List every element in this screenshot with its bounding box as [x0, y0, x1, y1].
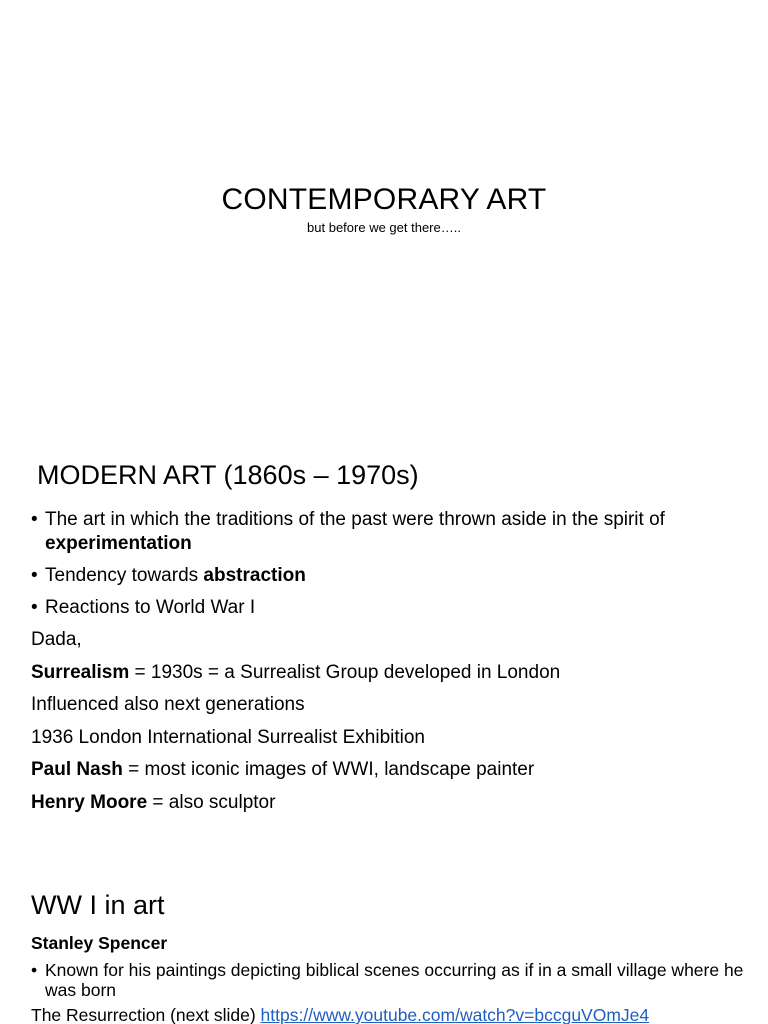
- line-bold-term: Henry Moore: [31, 791, 148, 813]
- bullet-text: Tendency towards: [45, 565, 204, 586]
- resurrection-text: The Resurrection (next slide): [31, 1005, 261, 1024]
- slide-title-heading: CONTEMPORARY ART: [221, 183, 547, 216]
- slide-ww1-in-art: [0, 864, 768, 1024]
- bullet-text: The art in which the traditions of the past were thrown aside in the spirit of: [45, 509, 665, 530]
- modern-art-content: [31, 508, 721, 823]
- ww1-heading: WW I in art: [31, 890, 165, 920]
- artist-name: Stanley Spencer: [31, 933, 168, 953]
- bullet-dot: •: [31, 565, 38, 586]
- text-line: [31, 726, 721, 750]
- bullet-dot: •: [31, 509, 38, 530]
- line-text: = most iconic images of WWI, landscape painter: [122, 759, 535, 780]
- bullet-item: [31, 508, 721, 556]
- line-text: Influenced also next generations: [31, 694, 305, 715]
- bullet-dot: •: [31, 597, 38, 618]
- bullet-text: Reactions to World War I: [45, 597, 256, 618]
- slide-modern-art: [0, 432, 768, 864]
- line-text: = 1930s = a Surrealist Group developed in London: [129, 661, 561, 683]
- resurrection-line: [31, 1004, 751, 1024]
- bullet-item: [31, 960, 751, 1000]
- line-text: 1936 London International Surrealist Exhibition: [31, 726, 425, 748]
- ww1-content: [31, 932, 751, 1024]
- line-text: Dada,: [31, 629, 82, 650]
- resurrection-video-link[interactable]: https://www.youtube.com/watch?v=bccguVOmJe4: [260, 1005, 650, 1024]
- bullet-item: [31, 596, 721, 620]
- modern-art-heading: MODERN ART (1860s – 1970s): [37, 460, 419, 490]
- line-text: = also sculptor: [147, 791, 276, 813]
- text-line: [31, 628, 721, 652]
- bullet-bold-term: experimentation: [45, 533, 192, 554]
- text-line: [31, 758, 721, 782]
- slide-subtitle: but before we get there…..: [307, 220, 461, 235]
- line-bold-term: Surrealism: [31, 661, 130, 683]
- bullet-bold-term: abstraction: [203, 565, 306, 586]
- slide-title: [0, 0, 768, 432]
- text-line: [31, 661, 721, 685]
- bullet-item: [31, 564, 721, 588]
- bullet-dot: •: [31, 960, 38, 980]
- text-line: [31, 791, 721, 815]
- text-line: [31, 693, 721, 717]
- bullet-text: Known for his paintings depicting biblical scenes occurring as if in a small village where he was born: [45, 960, 744, 1000]
- line-bold-term: Paul Nash: [31, 759, 123, 780]
